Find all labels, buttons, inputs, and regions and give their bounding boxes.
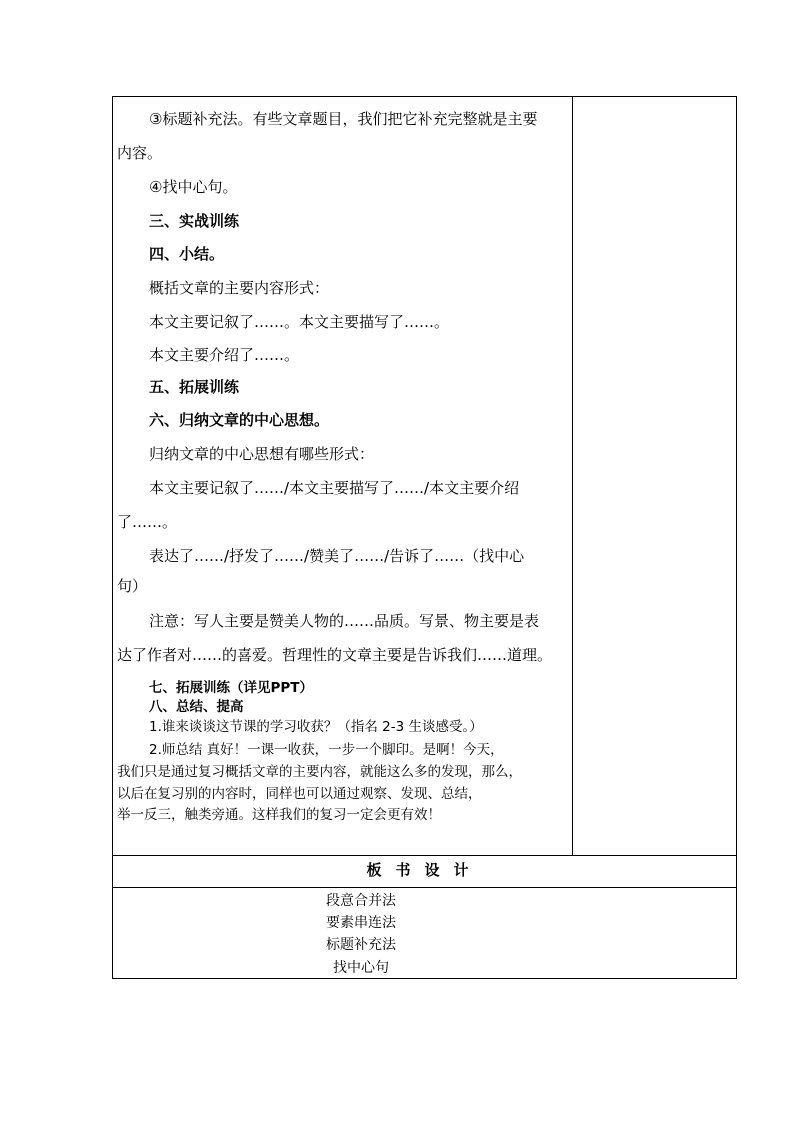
board-design-title: 板书设计 <box>366 861 483 879</box>
paragraph-forms-intro: 概括文章的主要内容形式： <box>149 279 330 297</box>
lesson-plan-table <box>112 96 737 979</box>
paragraph-forms-list: 本文主要记叙了……/本文主要描写了……/本文主要介绍 <box>149 479 520 497</box>
paragraph-teacher-summary-2: 我们只是通过复习概括文章的主要内容，就能这么多的发现，那么， <box>117 764 522 780</box>
paragraph-forms-list-cont: 了……。 <box>117 513 178 531</box>
paragraph-title-supplement-cont: 内容。 <box>117 144 163 162</box>
divider <box>113 887 736 888</box>
board-item: 找中心句 <box>333 960 389 976</box>
board-item: 标题补充法 <box>326 937 396 953</box>
paragraph-title-supplement: ③标题补充法。有些文章题目，我们把它补充完整就是主要 <box>149 110 538 128</box>
paragraph-expressions-cont: 句） <box>117 577 148 595</box>
paragraph-harvest: 1.谁来谈谈这节课的学习收获？（指名 2-3 生谈感受。） <box>149 719 483 735</box>
paragraph-note-cont: 达了作者对……的喜爱。哲理性的文章主要是告诉我们……道理。 <box>117 646 553 664</box>
paragraph-teacher-summary-4: 举一反三，触类旁通。这样我们的复习一定会更有效！ <box>117 807 441 823</box>
heading-central-idea: 六、归纳文章的中心思想。 <box>149 411 330 429</box>
heading-conclusion: 八、总结、提高 <box>149 699 244 715</box>
heading-extension: 五、拓展训练 <box>149 378 240 396</box>
board-item: 段意合并法 <box>326 893 396 909</box>
paragraph-expressions: 表达了……/抒发了……/赞美了……/告诉了……（找中心 <box>149 547 525 565</box>
paragraph-teacher-summary: 2.师总结 真好！一课一收获，一步一个脚印。是啊！今天， <box>149 742 504 758</box>
paragraph-find-central-sentence: ④找中心句。 <box>149 178 238 196</box>
notes-cell <box>573 97 736 855</box>
paragraph-teacher-summary-3: 以后在复习别的内容时，同样也可以通过观察、发现、总结， <box>117 786 482 802</box>
lesson-content-cell <box>113 97 573 855</box>
paragraph-central-idea-forms: 归纳文章的中心思想有哪些形式： <box>149 445 375 463</box>
divider <box>113 855 736 856</box>
heading-extension-ppt: 七、拓展训练（详见PPT） <box>149 680 313 696</box>
paragraph-form-introduce: 本文主要介绍了……。 <box>149 346 300 364</box>
board-item: 要素串连法 <box>326 915 396 931</box>
paragraph-note: 注意：写人主要是赞美人物的……品质。写景、物主要是表 <box>149 612 540 630</box>
heading-practice: 三、实战训练 <box>149 212 240 230</box>
paragraph-form-record-describe: 本文主要记叙了……。本文主要描写了……。 <box>149 313 450 331</box>
heading-summary: 四、小结。 <box>149 245 225 263</box>
